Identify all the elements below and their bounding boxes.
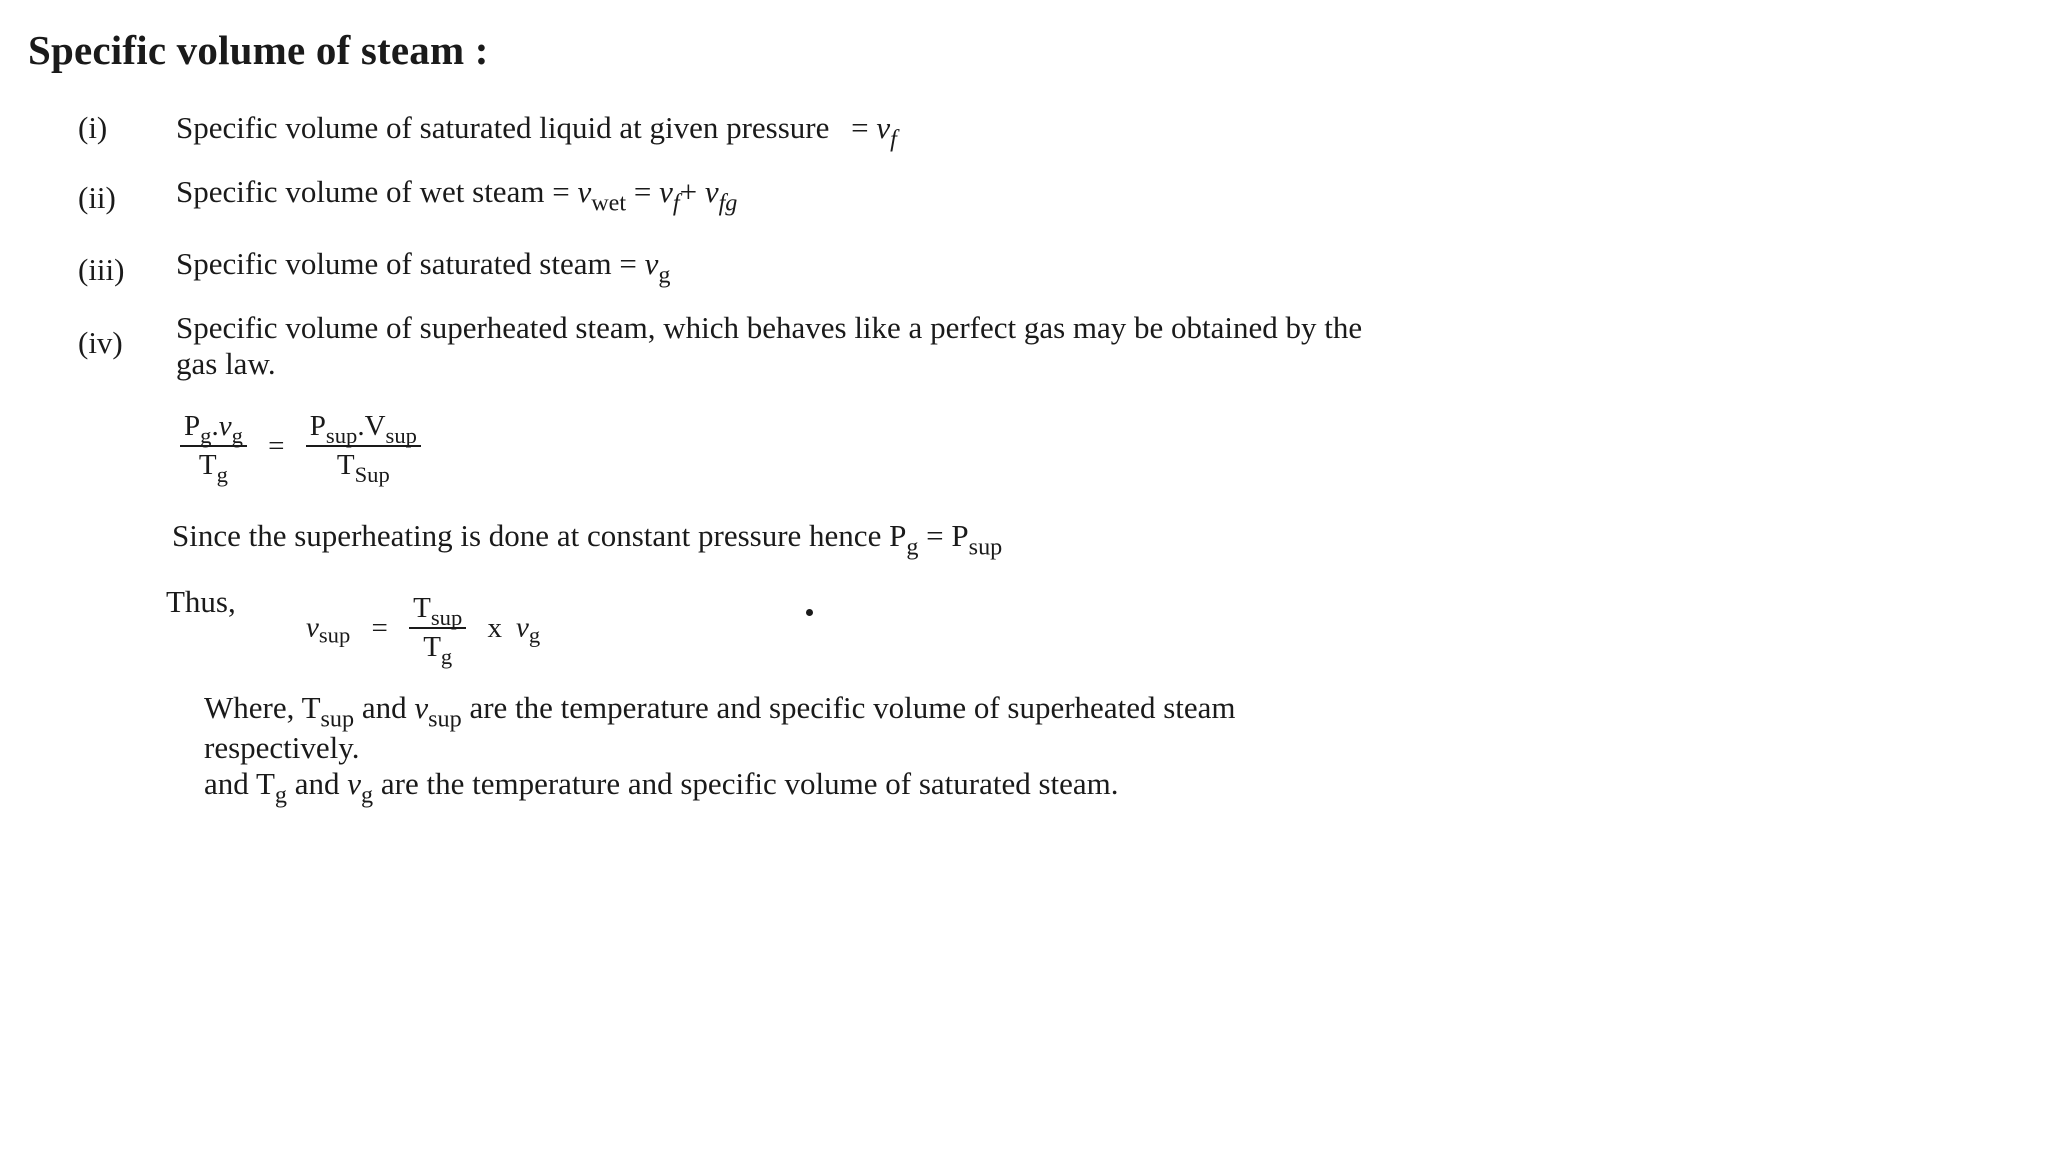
thus-denominator: $T_g$ xyxy=(423,631,453,669)
item-iii-text: Specific volume of saturated steam = xyxy=(176,246,637,281)
item-iii-var: v xyxy=(644,246,659,281)
thus-v: v xyxy=(306,611,319,644)
gas-law-lhs-numerator: $P_g.v_g$ xyxy=(180,410,247,447)
since-p1: P xyxy=(889,518,907,553)
gas-law-rhs-denominator: $T_{Sup}$ xyxy=(336,449,390,487)
gas-law-rhs-fraction xyxy=(306,410,421,487)
thus-v2: v xyxy=(516,611,529,644)
item-i-var: v xyxy=(876,110,891,145)
item-ii xyxy=(176,174,738,217)
where-l3-T: T xyxy=(255,766,275,801)
item-iv-line2: gas law. xyxy=(176,346,276,381)
thus-equals: = xyxy=(371,611,388,644)
item-ii-sub1: wet xyxy=(591,189,627,217)
where-line-3 xyxy=(204,766,1119,809)
item-ii-var2: v xyxy=(659,174,673,209)
gas-law-equation xyxy=(180,410,421,487)
stray-dot-mark xyxy=(806,609,813,616)
since-p2: P xyxy=(951,518,969,553)
where-l3-v: v xyxy=(347,766,362,801)
gas-law-rhs-numerator: $P_{sup}.V_{sup}$ xyxy=(306,410,421,447)
since-sub1: g xyxy=(906,533,919,561)
thus-times: x xyxy=(487,611,503,644)
item-ii-var1: v xyxy=(577,174,592,209)
where-line-1 xyxy=(204,690,1236,733)
since-eq: = xyxy=(926,518,944,553)
item-number-iv: (iv) xyxy=(78,325,123,360)
where-vsub: sup xyxy=(428,705,462,733)
where-word: Where, xyxy=(204,690,295,725)
item-iii xyxy=(176,246,671,289)
where-l3-rest: are the temperature and specific volume of saturated steam. xyxy=(380,766,1119,801)
item-number-i: (i) xyxy=(78,110,108,145)
item-i-sub: f xyxy=(890,125,897,153)
thus-numerator: $T_{sup}$ xyxy=(409,592,466,629)
where-l3-and: and xyxy=(204,766,249,801)
item-iii-sub: g xyxy=(658,261,671,289)
thus-label: Thus, xyxy=(166,584,236,619)
since-statement xyxy=(172,518,1003,561)
where-l3-vsub: g xyxy=(361,781,374,809)
since-text: Since the superheating is done at constant pressure hence xyxy=(172,518,882,553)
item-ii-plus: + xyxy=(679,174,698,209)
where-and: and xyxy=(361,690,407,725)
thus-v2sub: g xyxy=(528,622,541,648)
item-number-iii: (iii) xyxy=(78,252,125,287)
where-line-2: respectively. xyxy=(204,730,360,765)
item-iv-line1: Specific volume of superheated steam, which behaves like a perfect gas may be obtained by the xyxy=(176,310,1363,345)
item-i-eq: = xyxy=(851,110,869,145)
item-ii-mid: = xyxy=(633,174,652,209)
gas-law-lhs-fraction xyxy=(180,410,247,487)
page-title: Specific volume of steam : xyxy=(28,27,489,73)
where-v: v xyxy=(414,690,429,725)
item-ii-sub3: fg xyxy=(718,189,738,217)
thus-fraction xyxy=(409,592,466,669)
item-number-ii: (ii) xyxy=(78,180,116,215)
item-ii-text: Specific volume of wet steam = xyxy=(176,174,570,209)
thus-vsub: sup xyxy=(318,622,351,648)
item-ii-var3: v xyxy=(704,174,719,209)
where-rest: are the temperature and specific volume of superheated steam xyxy=(469,690,1236,725)
thus-equation xyxy=(306,592,541,669)
where-l3-Tsub: g xyxy=(274,781,287,809)
where-Tsub: sup xyxy=(320,705,355,733)
item-i xyxy=(176,110,897,153)
gas-law-equals: = xyxy=(268,429,285,462)
gas-law-lhs-denominator: $T_g$ xyxy=(198,449,228,487)
item-i-text: Specific volume of saturated liquid at given pressure xyxy=(176,110,830,145)
where-T: T xyxy=(301,690,321,725)
since-sub2: sup xyxy=(968,533,1003,561)
where-l3-and2: and xyxy=(294,766,340,801)
item-ii-sub2: f xyxy=(672,189,680,217)
